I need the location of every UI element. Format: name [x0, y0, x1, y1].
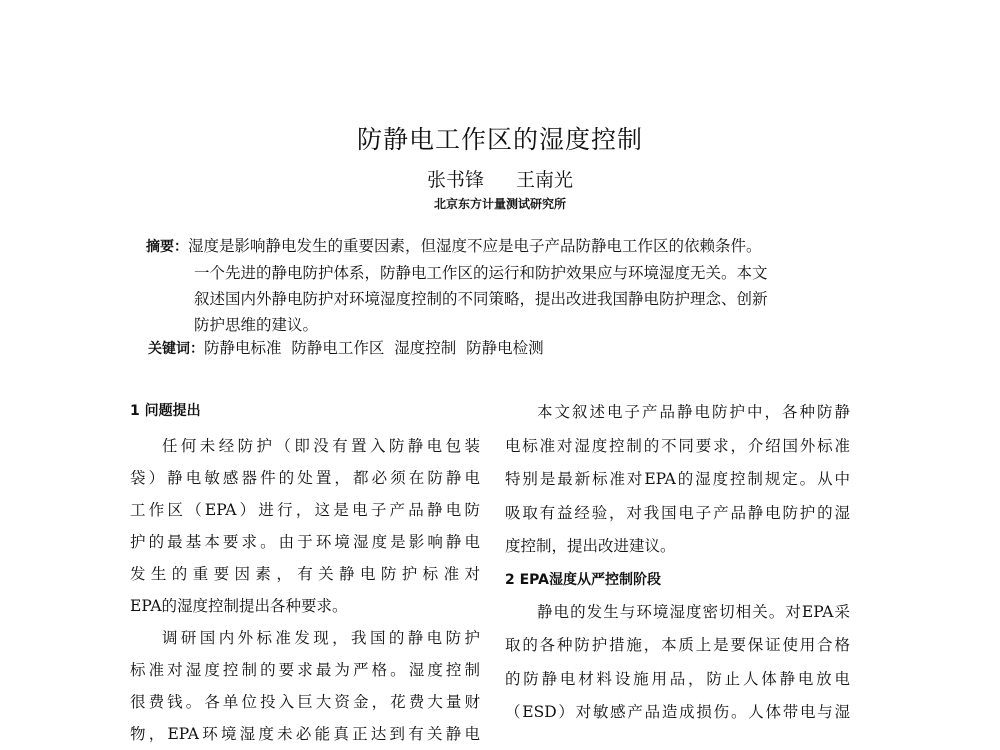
abstract-line: 防护思维的建议。: [194, 316, 319, 334]
body-line: 标准对湿度控制的要求最为严格。湿度控制: [130, 661, 480, 679]
section-heading: 2 EPA湿度从严控制阶段: [505, 571, 661, 588]
body-line: 袋）静电敏感器件的处置，都必须在防静电: [130, 469, 480, 487]
abstract-line: 叙述国内外静电防护对环境湿度控制的不同策略，提出改进我国静电防护理念、创新: [194, 290, 768, 308]
abstract-line: [146, 233, 846, 260]
left-column: [130, 396, 480, 750]
abstract-text: 湿度是影响静电发生的重要因素，但湿度不应是电子产品防静电工作区的依赖条件。: [188, 237, 762, 255]
abstract: [146, 233, 846, 338]
keywords: [148, 336, 544, 358]
body-line: 静电的发生与环境湿度密切相关。对EPA采: [537, 602, 850, 621]
body-line: 发生的重要因素，有关静电防护标准对: [130, 565, 480, 583]
body-line: 调研国内外标准发现，我国的静电防护: [162, 629, 480, 647]
body-line: 任何未经防护（即没有置入防静电包装: [162, 437, 480, 455]
right-column: [505, 396, 850, 730]
keywords-text: 防静电标准 防静电工作区 湿度控制 防静电检测: [204, 339, 544, 357]
author-name: 王南光: [516, 169, 574, 191]
author-name: 张书锋: [426, 169, 484, 191]
author-list: [0, 165, 1000, 192]
body-line: 取的各种防护措施，本质上是要保证使用合格: [505, 636, 850, 654]
body-line: 度控制，提出改进建议。: [505, 537, 676, 555]
body-line: 很费钱。各单位投入巨大资金，花费大量财: [130, 693, 480, 711]
body-line: 工作区（EPA）进行，这是电子产品静电防: [130, 501, 480, 519]
abstract-line: 一个先进的静电防护体系，防静电工作区的运行和防护效果应与环境湿度无关。本文: [194, 264, 768, 282]
abstract-label: 摘要：: [146, 239, 188, 255]
body-line: 物，EPA环境湿度未必能真正达到有关静电: [130, 725, 480, 743]
section-heading: 1 问题提出: [130, 403, 201, 419]
body-line: 特别是最新标准对EPA的湿度控制规定。从中: [505, 470, 850, 488]
body-line: 的防静电材料设施用品，防止人体静电放电: [505, 669, 850, 688]
body-line: 护的最基本要求。由于环境湿度是影响静电: [130, 533, 480, 551]
affiliation: 北京东方计量测试研究所: [433, 197, 566, 211]
body-line: （ESD）对敏感产品造成损伤。人体带电与湿: [505, 703, 850, 721]
body-line: EPA的湿度控制提出各种要求。: [130, 597, 348, 615]
body-line: 吸取有益经验，对我国电子产品静电防护的湿: [505, 503, 850, 522]
paper-title: 防静电工作区的湿度控制: [356, 125, 643, 154]
keywords-label: 关键词：: [148, 341, 204, 357]
body-line: 电标准对湿度控制的不同要求，介绍国外标准: [505, 436, 850, 455]
body-line: 本文叙述电子产品静电防护中，各种防静: [537, 403, 850, 421]
